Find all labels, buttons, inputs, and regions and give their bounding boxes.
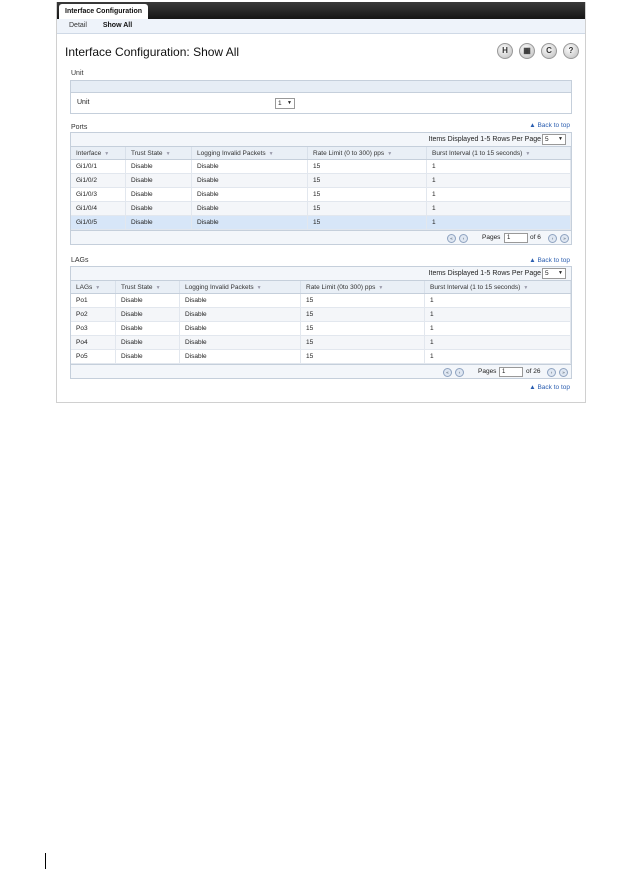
lags-col-logging[interactable]: Logging Invalid Packets ▼ xyxy=(180,281,301,294)
table-row[interactable]: Po3 Disable Disable 15 1 xyxy=(71,322,571,336)
sort-arrow-icon: ▼ xyxy=(378,284,384,291)
table-row[interactable]: Gi1/0/3 Disable Disable 15 1 xyxy=(71,188,571,202)
ports-rows-per-page-select[interactable] xyxy=(542,134,566,145)
lags-header-row xyxy=(71,281,571,294)
sort-arrow-icon: ▼ xyxy=(387,150,393,157)
lags-col-burst-interval[interactable]: Burst Interval (1 to 15 seconds) ▼ xyxy=(425,281,571,294)
ports-col-burst-interval[interactable]: Burst Interval (1 to 15 seconds) ▼ xyxy=(427,147,571,160)
sort-arrow-icon: ▼ xyxy=(155,284,161,291)
table-row[interactable]: Gi1/0/2 Disable Disable 15 1 xyxy=(71,174,571,188)
sort-arrow-icon: ▼ xyxy=(104,150,110,157)
chevron-down-icon: ▼ xyxy=(287,100,292,106)
sort-arrow-icon: ▼ xyxy=(523,284,529,291)
lags-rows-per-page-value: 5 xyxy=(545,270,549,277)
ports-rows-per-page-value: 5 xyxy=(545,136,549,143)
ports-items-displayed: Items Displayed 1-5 Rows Per Page xyxy=(428,136,541,143)
tab-interface-configuration[interactable]: Interface Configuration xyxy=(59,4,148,19)
lags-page-input[interactable]: 1 xyxy=(499,367,523,377)
back-to-top-link[interactable]: ▲ Back to top xyxy=(529,122,570,129)
refresh-icon[interactable]: C xyxy=(541,43,557,59)
subnav-show-all[interactable]: Show All xyxy=(102,22,133,29)
prev-page-icon[interactable]: ‹ xyxy=(455,368,464,377)
chevron-down-icon: ▼ xyxy=(558,270,563,276)
lags-page-count: of 26 xyxy=(526,368,541,375)
sort-arrow-icon: ▼ xyxy=(256,284,262,291)
unit-select[interactable] xyxy=(275,98,295,109)
first-page-icon[interactable]: « xyxy=(447,234,456,243)
ports-page-count: of 6 xyxy=(530,234,541,241)
sort-arrow-icon: ▼ xyxy=(165,150,171,157)
lags-col-lags[interactable]: LAGs ▼ xyxy=(71,281,116,294)
next-page-icon[interactable]: › xyxy=(547,368,556,377)
tab-bar xyxy=(57,2,585,19)
ports-col-logging[interactable]: Logging Invalid Packets ▼ xyxy=(192,147,308,160)
ports-page-input[interactable]: 1 xyxy=(504,233,528,243)
lags-pager xyxy=(71,364,571,378)
screenshot-frame xyxy=(56,2,586,403)
back-to-top-link[interactable]: ▲ Back to top xyxy=(529,384,570,391)
lags-table xyxy=(71,281,571,364)
last-page-icon[interactable]: » xyxy=(559,368,568,377)
table-row[interactable]: Gi1/0/1 Disable Disable 15 1 xyxy=(71,160,571,174)
unit-field-label: Unit xyxy=(77,99,90,106)
lags-items-displayed: Items Displayed 1-5 Rows Per Page xyxy=(428,270,541,277)
ports-items-bar xyxy=(71,133,571,147)
unit-box-header xyxy=(71,81,571,93)
lags-pages-label: Pages xyxy=(478,368,497,375)
sort-arrow-icon: ▼ xyxy=(95,284,101,291)
prev-page-icon[interactable]: ‹ xyxy=(459,234,468,243)
chevron-down-icon: ▼ xyxy=(558,136,563,142)
ports-pages-label: Pages xyxy=(482,234,501,241)
subnav-detail[interactable]: Detail xyxy=(69,22,87,29)
margin-bar xyxy=(45,853,46,869)
unit-box xyxy=(70,80,572,114)
first-page-icon[interactable]: « xyxy=(443,368,452,377)
sort-arrow-icon: ▼ xyxy=(525,150,531,157)
ports-col-interface[interactable]: Interface ▼ xyxy=(71,147,126,160)
table-row[interactable]: Gi1/0/4 Disable Disable 15 1 xyxy=(71,202,571,216)
print-icon[interactable]: ▦ xyxy=(519,43,535,59)
unit-row xyxy=(71,93,571,113)
ports-header-row xyxy=(71,147,571,160)
lags-items-bar xyxy=(71,267,571,281)
lags-box xyxy=(70,266,572,379)
toolbar xyxy=(497,43,579,59)
ports-col-trust-state[interactable]: Trust State ▼ xyxy=(126,147,192,160)
unit-select-value: 1 xyxy=(278,100,282,107)
next-page-icon[interactable]: › xyxy=(548,234,557,243)
save-icon[interactable]: H xyxy=(497,43,513,59)
lags-rows-per-page-select[interactable] xyxy=(542,268,566,279)
table-row[interactable]: Po4 Disable Disable 15 1 xyxy=(71,336,571,350)
title-row xyxy=(57,34,585,64)
back-to-top-link[interactable]: ▲ Back to top xyxy=(529,257,570,264)
ports-col-rate-limit[interactable]: Rate Limit (0 to 300) pps ▼ xyxy=(308,147,427,160)
table-row[interactable]: Po5 Disable Disable 15 1 xyxy=(71,350,571,364)
last-page-icon[interactable]: » xyxy=(560,234,569,243)
table-row-selected[interactable]: Gi1/0/5 Disable Disable 15 1 xyxy=(71,216,571,230)
ports-box xyxy=(70,132,572,245)
lags-section-label: LAGs xyxy=(71,257,89,264)
lags-col-rate-limit[interactable]: Rate Limit (0to 300) pps ▼ xyxy=(301,281,425,294)
ports-pager xyxy=(71,230,571,244)
table-row[interactable]: Po1 Disable Disable 15 1 xyxy=(71,294,571,308)
sub-navigation xyxy=(57,19,585,34)
table-row[interactable]: Po2 Disable Disable 15 1 xyxy=(71,308,571,322)
page-title: Interface Configuration: Show All xyxy=(65,45,240,59)
ports-table xyxy=(71,147,571,230)
sort-arrow-icon: ▼ xyxy=(268,150,274,157)
unit-section-label: Unit xyxy=(71,70,84,77)
help-icon[interactable]: ? xyxy=(563,43,579,59)
ports-section-label: Ports xyxy=(71,124,88,131)
lags-col-trust-state[interactable]: Trust State ▼ xyxy=(116,281,180,294)
